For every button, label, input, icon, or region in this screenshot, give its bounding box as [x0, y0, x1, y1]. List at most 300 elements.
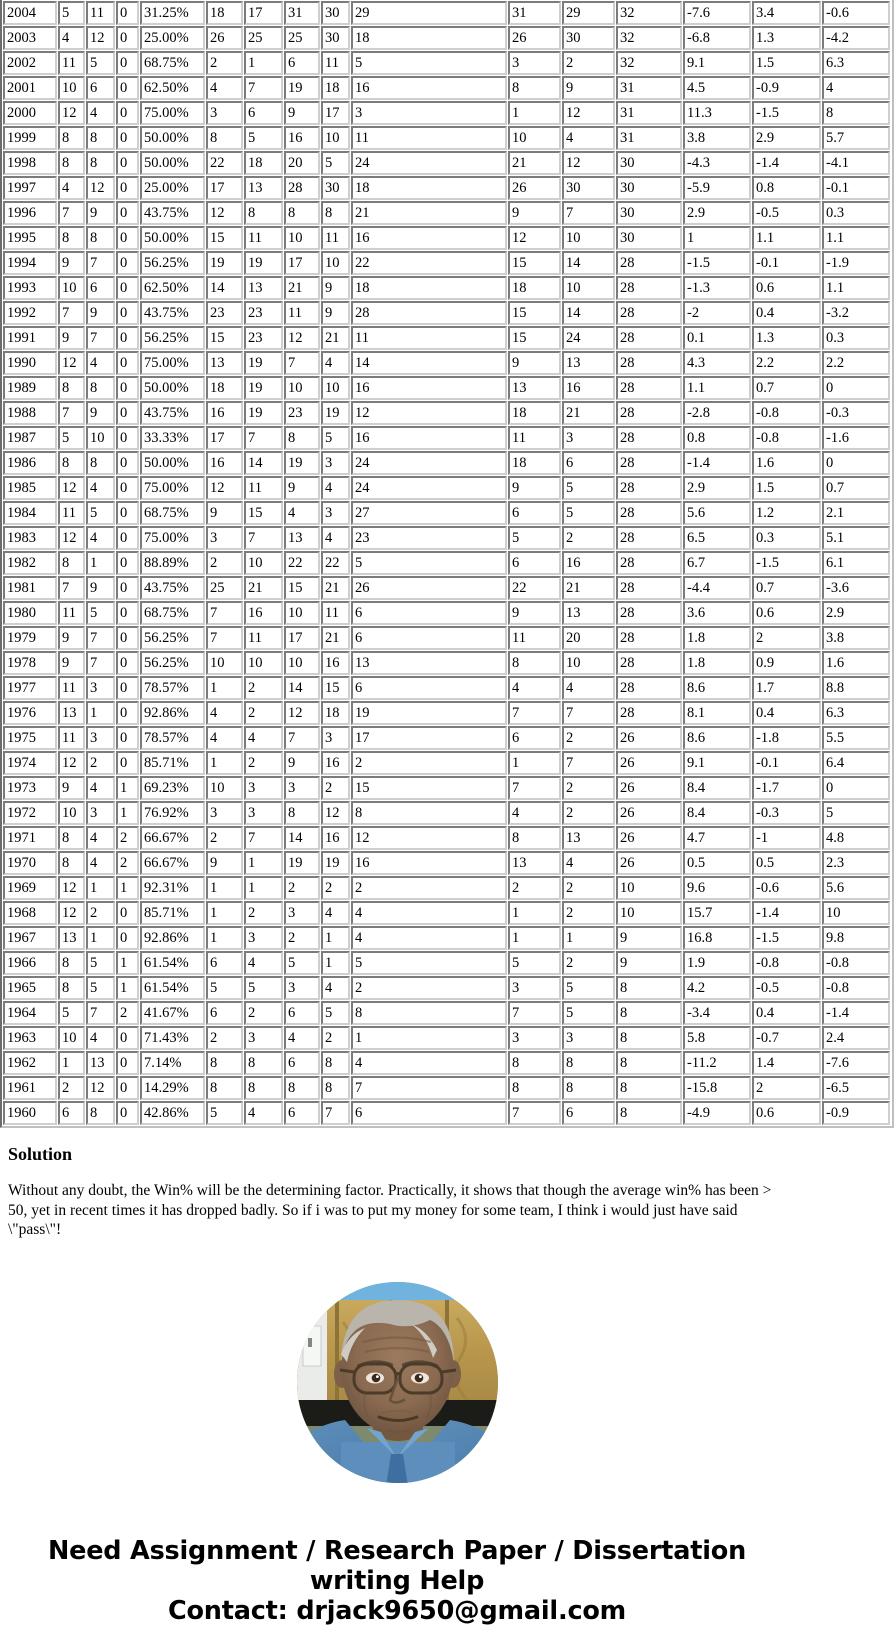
table-row [3, 626, 891, 650]
table-cell: 1.6 [752, 451, 821, 475]
table-cell: 31 [284, 1, 320, 25]
table-cell: 32 [616, 1, 682, 25]
table-cell: 0 [116, 501, 139, 525]
table-row [3, 276, 891, 300]
table-cell: 41.67% [140, 1001, 205, 1025]
table-cell: 10 [206, 776, 243, 800]
table-cell: 13 [562, 351, 615, 375]
table-row [3, 701, 891, 725]
table-cell: 4 [206, 726, 243, 750]
table-cell: 19 [206, 251, 243, 275]
table-row [3, 1, 891, 25]
table-cell: 16 [351, 376, 507, 400]
table-row [3, 976, 891, 1000]
table-cell: 0.4 [752, 1001, 821, 1025]
table-cell: 10 [86, 426, 115, 450]
table-cell: 26 [508, 176, 561, 200]
table-cell: 0 [116, 1026, 139, 1050]
table-cell: 56.25% [140, 651, 205, 675]
table-cell: 24 [351, 476, 507, 500]
table-cell: 26 [616, 751, 682, 775]
table-cell: 12 [562, 101, 615, 125]
table-cell: 66.67% [140, 851, 205, 875]
table-cell: 28 [616, 476, 682, 500]
table-cell: 69.23% [140, 776, 205, 800]
table-cell: 2 [244, 676, 283, 700]
table-cell: 0 [116, 626, 139, 650]
table-cell-year: 1986 [3, 451, 57, 475]
table-cell: 8 [321, 1051, 350, 1075]
table-cell: 8 [616, 1101, 682, 1125]
table-cell: 8 [616, 1026, 682, 1050]
table-row [3, 201, 891, 225]
table-cell: 0 [116, 676, 139, 700]
table-cell: 8 [58, 376, 85, 400]
table-cell: -1.7 [752, 776, 821, 800]
table-cell-year: 1970 [3, 851, 57, 875]
table-cell: 12 [508, 226, 561, 250]
table-cell: 12 [206, 201, 243, 225]
table-cell: -6.5 [822, 1076, 890, 1100]
table-cell: 31 [616, 76, 682, 100]
table-cell: 18 [351, 276, 507, 300]
table-row [3, 101, 891, 125]
table-cell: 18 [244, 151, 283, 175]
table-cell: 4 [206, 701, 243, 725]
table-cell: 6 [244, 101, 283, 125]
table-cell: 6 [508, 551, 561, 575]
table-cell: 1 [116, 776, 139, 800]
table-cell: 0.7 [752, 576, 821, 600]
table-cell: 15 [508, 326, 561, 350]
table-cell: 2.9 [683, 201, 751, 225]
table-cell: 13 [508, 376, 561, 400]
table-cell: 13 [284, 526, 320, 550]
table-cell: 2 [284, 876, 320, 900]
table-cell: 16 [206, 451, 243, 475]
table-cell: -0.3 [752, 801, 821, 825]
table-cell: 8 [58, 976, 85, 1000]
table-cell: 13 [351, 651, 507, 675]
table-cell: 7 [508, 776, 561, 800]
table-cell: 18 [508, 276, 561, 300]
table-row [3, 526, 891, 550]
table-cell: 19 [244, 351, 283, 375]
table-cell: 3 [508, 976, 561, 1000]
table-cell: 6 [284, 1001, 320, 1025]
table-cell: 2 [58, 1076, 85, 1100]
table-cell: 30 [321, 176, 350, 200]
table-cell: 14 [562, 251, 615, 275]
table-cell-year: 1963 [3, 1026, 57, 1050]
table-cell-year: 2003 [3, 26, 57, 50]
table-cell: 2 [206, 51, 243, 75]
table-cell: 18 [206, 376, 243, 400]
table-cell: 18 [508, 451, 561, 475]
table-cell: 8 [822, 101, 890, 125]
table-cell: -0.1 [822, 176, 890, 200]
table-cell: 5.8 [683, 1026, 751, 1050]
table-cell: 23 [206, 301, 243, 325]
table-cell: 0 [116, 901, 139, 925]
table-cell: 5 [508, 526, 561, 550]
table-cell: -4.9 [683, 1101, 751, 1125]
table-cell: -4.4 [683, 576, 751, 600]
table-cell: 0 [116, 926, 139, 950]
table-cell: 18 [321, 701, 350, 725]
table-cell: 56.25% [140, 251, 205, 275]
table-cell: 71.43% [140, 1026, 205, 1050]
table-cell: -7.6 [822, 1051, 890, 1075]
table-cell-year: 1984 [3, 501, 57, 525]
table-cell: 1 [116, 876, 139, 900]
table-cell: 0 [116, 701, 139, 725]
table-cell: 0 [116, 526, 139, 550]
table-cell: 4 [321, 351, 350, 375]
table-cell: 28 [616, 576, 682, 600]
table-cell: 1 [508, 926, 561, 950]
table-row [3, 876, 891, 900]
table-cell: 2.9 [822, 601, 890, 625]
table-cell: 43.75% [140, 301, 205, 325]
table-cell: 28 [616, 651, 682, 675]
table-cell: 3 [86, 726, 115, 750]
table-cell: 6 [351, 1101, 507, 1125]
table-cell: 3 [206, 801, 243, 825]
table-cell: 11 [321, 51, 350, 75]
table-cell: 7 [508, 1001, 561, 1025]
table-cell: 1 [206, 901, 243, 925]
table-cell: 4 [321, 526, 350, 550]
table-cell: 32 [616, 26, 682, 50]
table-cell: 0.8 [752, 176, 821, 200]
table-cell: 10 [616, 901, 682, 925]
table-cell: 9 [508, 201, 561, 225]
table-row [3, 901, 891, 925]
table-cell: 2.3 [822, 851, 890, 875]
table-cell: 12 [86, 1076, 115, 1100]
table-cell: 25.00% [140, 26, 205, 50]
table-cell: 1.2 [752, 501, 821, 525]
table-cell: 7.14% [140, 1051, 205, 1075]
table-row [3, 1051, 891, 1075]
table-cell-year: 1995 [3, 226, 57, 250]
table-cell: 7 [244, 426, 283, 450]
table-cell: 10 [284, 601, 320, 625]
table-cell: 5 [58, 1001, 85, 1025]
table-cell: 7 [206, 601, 243, 625]
table-cell: 66.67% [140, 826, 205, 850]
table-cell: 16 [351, 226, 507, 250]
table-cell: 0.7 [752, 376, 821, 400]
table-cell: 4 [508, 801, 561, 825]
table-cell: 5 [244, 976, 283, 1000]
table-cell: 4 [351, 901, 507, 925]
table-cell: 22 [284, 551, 320, 575]
table-cell: 8 [562, 1051, 615, 1075]
table-cell: 4.8 [822, 826, 890, 850]
solution-section [0, 1144, 794, 1240]
table-cell: 4 [562, 676, 615, 700]
table-row [3, 676, 891, 700]
table-cell: 17 [351, 726, 507, 750]
table-cell: -3.2 [822, 301, 890, 325]
table-cell: 4.7 [683, 826, 751, 850]
table-cell: 56.25% [140, 326, 205, 350]
table-cell: 8 [508, 1076, 561, 1100]
table-cell: 8 [58, 151, 85, 175]
table-row [3, 601, 891, 625]
table-cell: 5 [86, 501, 115, 525]
table-cell: 2 [562, 726, 615, 750]
table-cell: -1.4 [752, 901, 821, 925]
table-cell-year: 1975 [3, 726, 57, 750]
solution-body-text: Without any doubt, the Win% will be the determining factor. Practically, it shows that though the average win% has been > 50, yet in recent times it has dropped badly. So if i was to put my money for some team, I think i would just have said \"pass\"! [8, 1182, 772, 1238]
table-cell: 9 [284, 101, 320, 125]
table-cell: 7 [86, 651, 115, 675]
table-cell: 2 [321, 876, 350, 900]
table-cell: 8 [284, 426, 320, 450]
table-cell: 4 [321, 976, 350, 1000]
table-cell: 4 [508, 676, 561, 700]
table-cell: 61.54% [140, 951, 205, 975]
table-cell: 21 [508, 151, 561, 175]
table-cell: 0 [116, 151, 139, 175]
table-row [3, 126, 891, 150]
table-cell: 2 [562, 951, 615, 975]
table-cell: 4 [244, 1101, 283, 1125]
table-cell: -0.7 [752, 1026, 821, 1050]
table-cell: 7 [206, 626, 243, 650]
table-cell: -1.5 [752, 926, 821, 950]
table-cell: -1.6 [822, 426, 890, 450]
table-cell: 0.5 [752, 851, 821, 875]
table-cell: 30 [321, 1, 350, 25]
table-cell: 0 [116, 451, 139, 475]
table-cell: -0.9 [822, 1101, 890, 1125]
table-cell: 19 [284, 851, 320, 875]
table-cell: 15.7 [683, 901, 751, 925]
table-cell: 5 [244, 126, 283, 150]
table-cell: 88.89% [140, 551, 205, 575]
table-cell: 1.5 [752, 51, 821, 75]
table-cell: 2 [321, 1026, 350, 1050]
table-cell: 18 [351, 176, 507, 200]
table-cell: 19 [321, 851, 350, 875]
table-cell: 9 [284, 751, 320, 775]
table-cell: 29 [562, 1, 615, 25]
table-cell: 7 [351, 1076, 507, 1100]
table-cell-year: 1960 [3, 1101, 57, 1125]
table-cell: 1 [206, 676, 243, 700]
table-row [3, 1101, 891, 1125]
table-cell: 78.57% [140, 726, 205, 750]
table-cell: 17 [206, 426, 243, 450]
table-cell: 1 [508, 751, 561, 775]
table-cell: 9 [58, 326, 85, 350]
table-cell: 7 [244, 526, 283, 550]
table-cell: 6 [206, 951, 243, 975]
table-cell-year: 1989 [3, 376, 57, 400]
table-cell: 8.8 [822, 676, 890, 700]
table-cell: 8.4 [683, 801, 751, 825]
table-cell: 7 [58, 401, 85, 425]
table-cell-year: 1977 [3, 676, 57, 700]
table-cell: 5 [86, 51, 115, 75]
table-cell: 8 [244, 1076, 283, 1100]
table-cell: 5 [86, 951, 115, 975]
table-cell: 4 [321, 901, 350, 925]
table-cell: 8 [86, 226, 115, 250]
table-cell: 22 [508, 576, 561, 600]
table-cell: 9 [616, 926, 682, 950]
table-cell: 2 [562, 901, 615, 925]
table-cell-year: 1971 [3, 826, 57, 850]
table-cell: 3 [206, 526, 243, 550]
table-cell: 15 [351, 776, 507, 800]
table-cell-year: 1974 [3, 751, 57, 775]
table-cell: 0 [116, 726, 139, 750]
table-cell: 6 [86, 276, 115, 300]
table-cell: 0 [116, 1, 139, 25]
table-cell: 7 [58, 201, 85, 225]
table-cell: 10 [244, 651, 283, 675]
table-cell: 0.3 [752, 526, 821, 550]
table-cell: 2 [244, 701, 283, 725]
table-cell: 0 [116, 226, 139, 250]
table-cell: 92.86% [140, 701, 205, 725]
table-cell: 0 [116, 126, 139, 150]
table-cell: 9 [508, 476, 561, 500]
table-row [3, 376, 891, 400]
table-cell: 21 [351, 201, 507, 225]
table-cell-year: 1967 [3, 926, 57, 950]
table-cell: 30 [616, 226, 682, 250]
table-cell: 6 [284, 1051, 320, 1075]
table-cell: 12 [351, 401, 507, 425]
table-cell: 0.4 [752, 701, 821, 725]
table-cell: 1 [244, 851, 283, 875]
table-cell: 14 [562, 301, 615, 325]
table-cell: 18 [321, 76, 350, 100]
table-row [3, 426, 891, 450]
table-row [3, 576, 891, 600]
table-row [3, 726, 891, 750]
table-cell: 25 [244, 26, 283, 50]
table-cell: 2 [752, 1076, 821, 1100]
table-cell: 1 [206, 926, 243, 950]
table-cell: 19 [244, 401, 283, 425]
table-cell: 50.00% [140, 451, 205, 475]
table-cell: 20 [562, 626, 615, 650]
table-cell-year: 1972 [3, 801, 57, 825]
table-cell: 8.6 [683, 676, 751, 700]
table-cell: 61.54% [140, 976, 205, 1000]
table-cell: 0.3 [822, 201, 890, 225]
table-cell: 5 [206, 976, 243, 1000]
table-row [3, 476, 891, 500]
table-cell: 10 [58, 276, 85, 300]
table-cell: 13 [58, 926, 85, 950]
table-cell: 0 [116, 1051, 139, 1075]
table-cell: -1 [752, 826, 821, 850]
table-cell: 28 [616, 551, 682, 575]
table-cell: 11 [58, 726, 85, 750]
table-cell: 0.5 [683, 851, 751, 875]
table-cell: 56.25% [140, 626, 205, 650]
table-cell: -15.8 [683, 1076, 751, 1100]
table-cell: 4 [321, 476, 350, 500]
table-cell: 1.4 [752, 1051, 821, 1075]
table-cell-year: 1996 [3, 201, 57, 225]
table-cell: 10 [508, 126, 561, 150]
table-cell: 5.6 [822, 876, 890, 900]
table-cell: 5 [508, 951, 561, 975]
table-cell: 2 [562, 51, 615, 75]
table-cell: 19 [321, 401, 350, 425]
table-cell: 30 [616, 151, 682, 175]
table-cell: 2 [86, 751, 115, 775]
table-cell: 5 [822, 801, 890, 825]
table-cell: 1 [508, 101, 561, 125]
table-cell: 11 [321, 226, 350, 250]
table-cell: 22 [321, 551, 350, 575]
table-cell: 22 [206, 151, 243, 175]
table-cell: 8 [58, 451, 85, 475]
table-cell: 8 [508, 651, 561, 675]
table-cell: -1.9 [822, 251, 890, 275]
table-cell-year: 1973 [3, 776, 57, 800]
table-cell: 9 [616, 951, 682, 975]
table-cell: 8 [508, 76, 561, 100]
table-row [3, 651, 891, 675]
table-cell: 11 [284, 301, 320, 325]
table-cell: 16 [351, 76, 507, 100]
table-cell-year: 1979 [3, 626, 57, 650]
table-cell: 7 [284, 351, 320, 375]
table-cell-year: 1962 [3, 1051, 57, 1075]
table-cell: 8 [562, 1076, 615, 1100]
table-cell: 25.00% [140, 176, 205, 200]
table-cell: 0 [116, 376, 139, 400]
table-cell: -0.8 [752, 951, 821, 975]
table-cell: 16 [244, 601, 283, 625]
table-cell: 12 [562, 151, 615, 175]
table-cell: 12 [58, 901, 85, 925]
table-cell-year: 1976 [3, 701, 57, 725]
table-cell: 18 [351, 26, 507, 50]
table-cell: -0.6 [822, 1, 890, 25]
table-cell: 7 [244, 76, 283, 100]
table-cell: 11 [244, 626, 283, 650]
table-cell: 28 [616, 501, 682, 525]
table-row [3, 551, 891, 575]
table-cell: 75.00% [140, 476, 205, 500]
table-cell: -0.6 [752, 876, 821, 900]
table-cell: 3.4 [752, 1, 821, 25]
table-cell: 28 [616, 326, 682, 350]
table-row [3, 926, 891, 950]
table-cell: 27 [351, 501, 507, 525]
table-cell: 2 [206, 1026, 243, 1050]
table-row [3, 251, 891, 275]
table-cell: 3 [86, 801, 115, 825]
table-cell: 8 [86, 126, 115, 150]
table-cell: 11 [58, 676, 85, 700]
table-cell: 22 [351, 251, 507, 275]
table-cell: 8 [616, 1076, 682, 1100]
table-cell: 5.5 [822, 726, 890, 750]
